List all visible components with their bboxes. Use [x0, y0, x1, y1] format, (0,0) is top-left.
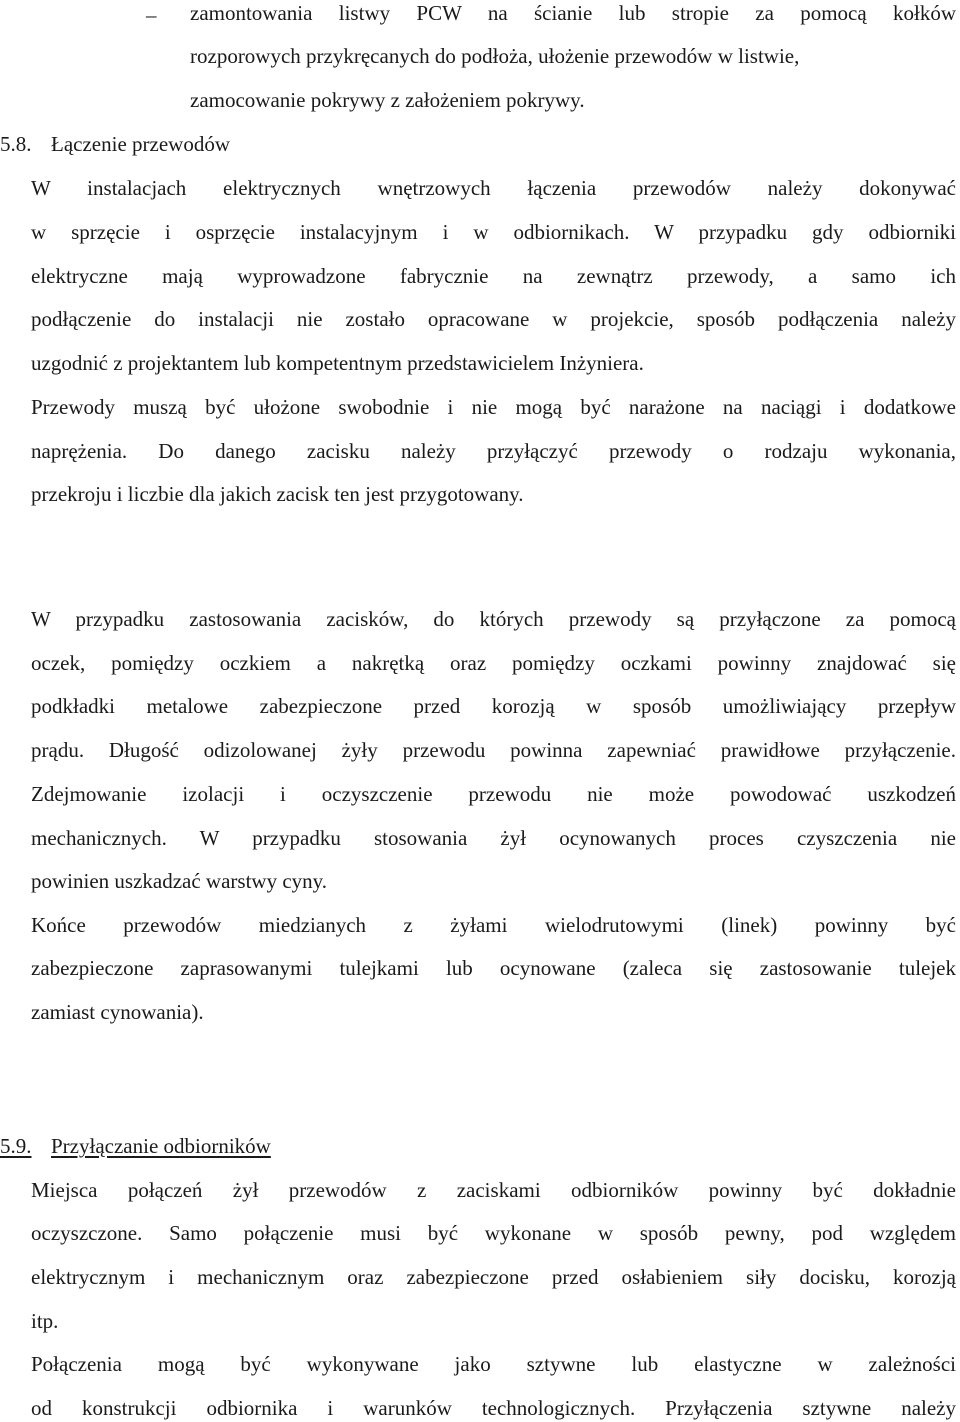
text-line: mechanicznych. W przypadku stosowania żył ocynowanych proces czyszczenia nie — [31, 826, 956, 850]
text-line: Zdejmowanie izolacji i oczyszczenie przewodu nie może powodować uszkodzeń — [31, 782, 956, 806]
text-line: Połączenia mogą być wykonywane jako sztywne lub elastyczne w zależności — [31, 1352, 956, 1376]
text-line: podłączenie do instalacji nie zostało opracowane w projekcie, sposób podłączenia należy — [31, 307, 956, 331]
text-line: Końce przewodów miedzianych z żyłami wielodrutowymi (linek) powinny być — [31, 913, 956, 937]
bullet-line: zamontowania listwy PCW na ścianie lub stropie za pomocą kołków — [190, 1, 956, 25]
text-line: zabezpieczone zaprasowanymi tulejkami lub ocynowane (zaleca się zastosowanie tulejek — [31, 956, 956, 980]
text-line: powinien uszkadzać warstwy cyny. — [31, 869, 328, 893]
text-line: przekroju i liczbie dla jakich zacisk ten jest przygotowany. — [31, 482, 524, 506]
text-line: podkładki metalowe zabezpieczone przed korozją w sposób umożliwiający przepływ — [31, 694, 956, 718]
text-line: uzgodnić z projektantem lub kompetentnym przedstawicielem Inżyniera. — [31, 351, 644, 375]
text-line: Miejsca połączeń żył przewodów z zaciskami odbiorników powinny być dokładnie — [31, 1178, 956, 1202]
text-line: W przypadku zastosowania zacisków, do których przewody są przyłączone za pomocą — [31, 607, 956, 631]
text-line: W instalacjach elektrycznych wnętrzowych łączenia przewodów należy dokonywać — [31, 176, 956, 200]
section-number: 5.9. — [0, 1134, 32, 1158]
text-line: oczyszczone. Samo połączenie musi być wykonane w sposób pewny, pod względem — [31, 1221, 956, 1245]
bullet-line: zamocowanie pokrywy z założeniem pokrywy. — [190, 88, 585, 112]
text-line: prądu. Długość odizolowanej żyły przewodu powinna zapewniać prawidłowe przyłączenie. — [31, 738, 956, 762]
text-line: elektrycznym i mechanicznym oraz zabezpieczone przed osłabieniem siły docisku, korozją — [31, 1265, 956, 1289]
text-line: elektryczne mają wyprowadzone fabrycznie na zewnątrz przewody, a samo ich — [31, 264, 956, 288]
text-line: naprężenia. Do danego zacisku należy przyłączyć przewody o rodzaju wykonania, — [31, 439, 956, 463]
text-line: Przewody muszą być ułożone swobodnie i nie mogą być narażone na naciągi i dodatkowe — [31, 395, 956, 419]
bullet-dash: – — [146, 3, 157, 27]
text-line: od konstrukcji odbiornika i warunków technologicznych. Przyłączenia sztywne należy — [31, 1396, 956, 1420]
text-line: oczek, pomiędzy oczkiem a nakrętką oraz pomiędzy oczkami powinny znajdować się — [31, 651, 956, 675]
text-line: zamiast cynowania). — [31, 1000, 204, 1024]
section-title: Przyłączanie odbiorników — [51, 1134, 271, 1158]
bullet-line: rozporowych przykręcanych do podłoża, ułożenie przewodów w listwie, — [190, 44, 800, 68]
section-title: Łączenie przewodów — [51, 132, 230, 156]
section-number: 5.8. — [0, 132, 32, 156]
text-line: w sprzęcie i osprzęcie instalacyjnym i w odbiornikach. W przypadku gdy odbiorniki — [31, 220, 956, 244]
text-line: itp. — [31, 1309, 59, 1333]
